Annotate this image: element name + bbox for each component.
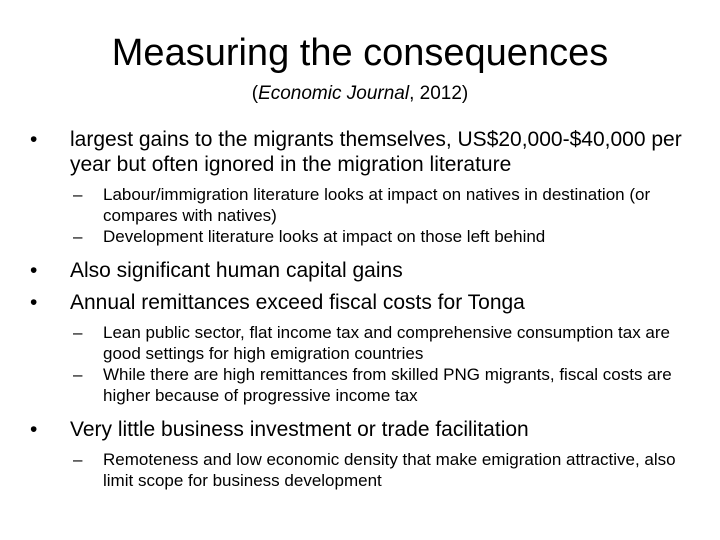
dash-icon: – [73,227,83,246]
dash-icon: – [73,323,83,342]
sub-bullet-item [28,226,708,247]
bullet-item [28,290,708,315]
bullet-dot-icon: • [30,418,38,441]
bullet-item [28,417,708,442]
bullet-dot-icon: • [30,259,38,282]
sub-bullet-item [28,184,708,226]
bullet-list [28,127,708,491]
subtitle-prefix: ( [251,83,259,104]
sub-bullet-item [28,322,708,364]
subtitle-journal: Economic Journal [258,83,410,104]
bullet-item [28,127,708,177]
dash-icon: – [73,450,83,469]
sub-bullet-text: Remoteness and low economic density that make emigration attractive, also limit scope for business development [103,450,676,490]
slide-subtitle [0,82,720,106]
bullet-item [28,258,708,283]
subtitle-suffix: , 2012) [409,83,469,104]
sub-bullet-text: Lean public sector, flat income tax and comprehensive consumption tax are good settings for high emigration countries [103,323,670,363]
bullet-text: Also significant human capital gains [70,259,403,282]
sub-bullet-text: Development literature looks at impact on those left behind [103,227,546,246]
bullet-text: Very little business investment or trade facilitation [70,418,529,441]
slide-title: Measuring the consequences [111,32,609,74]
sub-bullet-text: While there are high remittances from skilled PNG migrants, fiscal costs are higher because of progressive income tax [103,365,672,405]
sub-bullet-text: Labour/immigration literature looks at impact on natives in destination (or compares with natives) [103,185,651,225]
sub-bullet-item [28,364,708,406]
dash-icon: – [73,185,83,204]
bullet-text: largest gains to the migrants themselves, US$20,000-$40,000 per year but often ignored in the migration literature [70,128,682,176]
bullet-dot-icon: • [30,128,38,151]
sub-bullet-item [28,449,708,491]
bullet-dot-icon: • [30,291,38,314]
bullet-text: Annual remittances exceed fiscal costs for Tonga [70,291,525,314]
dash-icon: – [73,365,83,384]
